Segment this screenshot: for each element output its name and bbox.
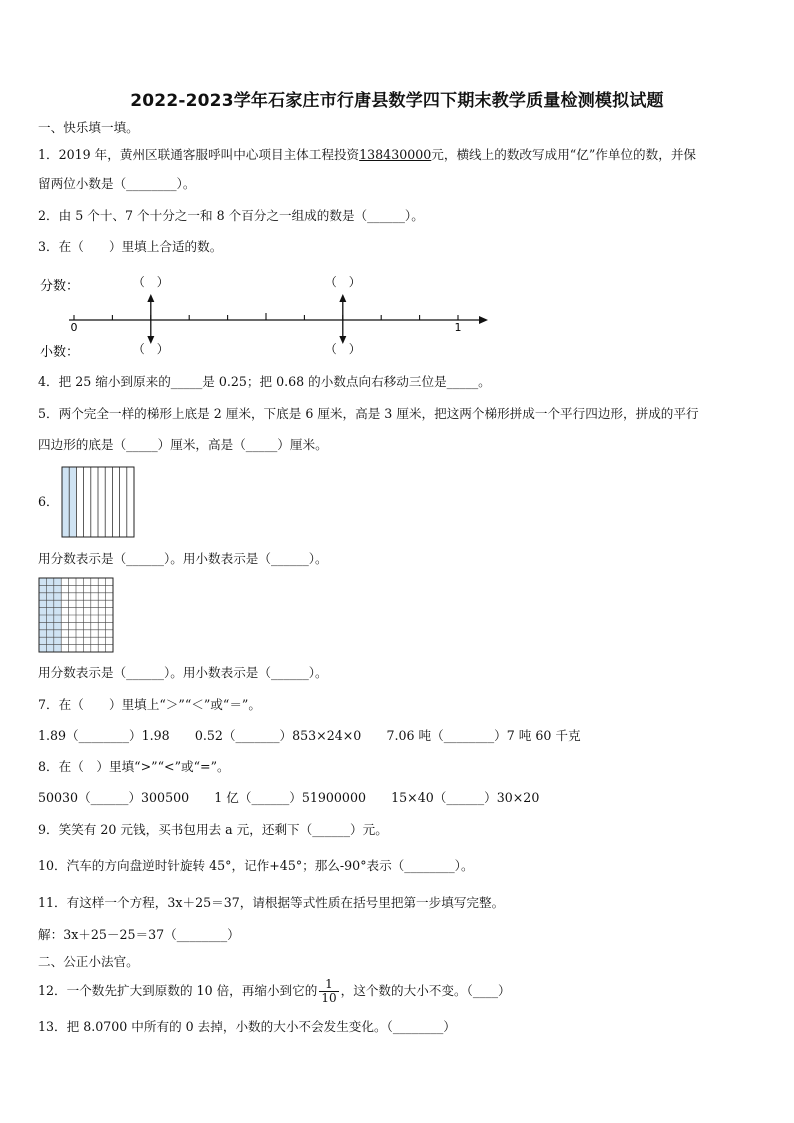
question-6-answer-1: 用分数表示是（______）。用小数表示是（______）。 xyxy=(38,551,328,566)
decimal-row-label: 小数： xyxy=(40,345,80,360)
hundred-grid-figure xyxy=(38,577,114,653)
question-1-line-1 xyxy=(38,147,696,163)
question-7-items: 1.89（________）1.98 0.52（_______）853×24×0 7.06 吨（________）7 吨 60 千克 xyxy=(38,728,581,743)
decimal-answer-blank: （ ） xyxy=(132,342,169,356)
page-title: 2022-2023学年石家庄市行唐县数学四下期末教学质量检测模拟试题 xyxy=(130,91,664,111)
question-4: 4．把 25 缩小到原来的_____是 0.25；把 0.68 的小数点向右移动三位是_____。 xyxy=(38,374,491,389)
question-11-solution: 解：3x＋25－25＝37（________） xyxy=(38,927,240,942)
q12-prefix: 12．一个数先扩大到原数的 10 倍，再缩小到它的 xyxy=(38,983,318,998)
number-line-arrows xyxy=(133,275,361,356)
pointer-arrowhead-up xyxy=(147,294,154,302)
question-13: 13．把 8.0700 中所有的 0 去掉，小数的大小不会发生变化。（________） xyxy=(38,1019,456,1034)
question-10: 10．汽车的方向盘逆时针旋转 45°，记作+45°；那么-90°表示（________）。 xyxy=(38,858,474,873)
question-2: 2．由 5 个十、7 个十分之一和 8 个百分之一组成的数是（______）。 xyxy=(38,208,424,223)
q12-suffix: ，这个数的大小不变。（____） xyxy=(340,983,511,998)
number-line-arrowhead xyxy=(479,316,488,324)
one-tenth-fraction xyxy=(319,978,338,1005)
question-6-label: 6． xyxy=(38,494,59,509)
question-8-items: 50030（______）300500 1 亿（______）51900000 15×40（______）30×20 xyxy=(38,790,540,805)
question-9: 9．笑笑有 20 元钱，买书包用去 a 元，还剩下（______）元。 xyxy=(38,822,388,837)
strip-grid-figure xyxy=(60,466,136,538)
question-7-stem: 7．在（ ）里填上“＞”“＜”或“＝”。 xyxy=(38,697,261,712)
pointer-arrowhead-up xyxy=(339,294,346,302)
end-label: 1 xyxy=(454,321,462,334)
start-label: 0 xyxy=(70,321,78,334)
shaded-strip xyxy=(62,467,69,537)
fraction-row-label: 分数： xyxy=(40,279,80,294)
number-line-figure xyxy=(36,268,496,364)
number-line-ticks xyxy=(74,313,458,320)
q1-amount: 138430000 xyxy=(359,147,432,162)
q1-prefix: 1．2019 年，黄州区联通客服呼叫中心项目主体工程投资 xyxy=(38,147,360,162)
question-12 xyxy=(38,976,511,1006)
fraction-answer-blank: （ ） xyxy=(132,275,169,289)
question-8-stem: 8．在（ ）里填“>”“<”或“=”。 xyxy=(38,759,230,774)
fraction-numerator: 1 xyxy=(319,978,338,992)
fraction-answer-blank: （ ） xyxy=(324,275,361,289)
question-6-answer-2: 用分数表示是（______）。用小数表示是（______）。 xyxy=(38,665,328,680)
section-heading-2: 二、公正小法官。 xyxy=(38,954,139,969)
question-5-line-2: 四边形的底是（_____）厘米，高是（_____）厘米。 xyxy=(38,437,328,452)
q1-suffix: 元，横线上的数改写成用“亿”作单位的数，并保 xyxy=(431,147,697,162)
shaded-strip xyxy=(69,467,76,537)
fraction-denominator: 10 xyxy=(321,991,337,1005)
section-heading-1: 一、快乐填一填。 xyxy=(38,120,139,135)
question-11-stem: 11．有这样一个方程，3x＋25＝37，请根据等式性质在括号里把第一步填写完整。 xyxy=(38,895,505,910)
question-1-line-2: 留两位小数是（________）。 xyxy=(38,176,196,191)
decimal-answer-blank: （ ） xyxy=(324,342,361,356)
question-3: 3．在（ ）里填上合适的数。 xyxy=(38,239,223,254)
question-5-line-1: 5．两个完全一样的梯形上底是 2 厘米，下底是 6 厘米，高是 3 厘米，把这两个梯形拼成一个平行四边形，拼成的平行 xyxy=(38,406,699,421)
